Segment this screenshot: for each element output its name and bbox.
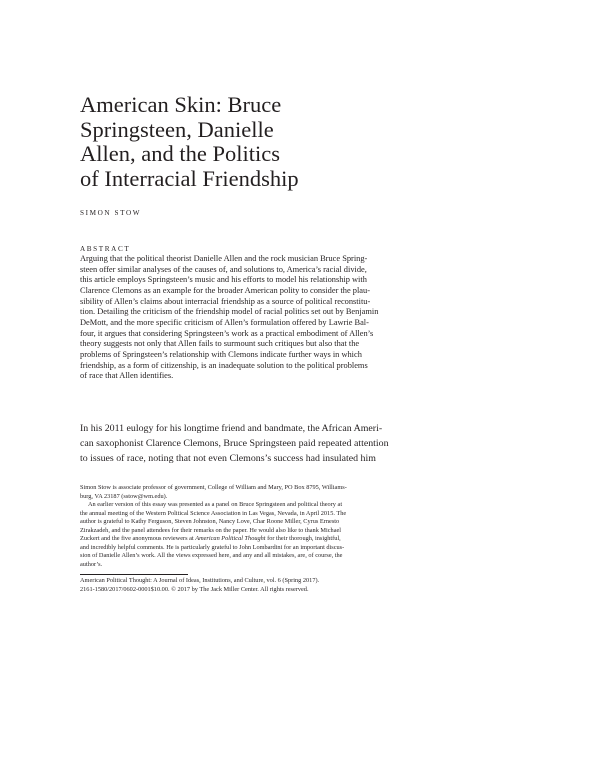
body-paragraph <box>80 421 524 466</box>
abstract-line: friendship, as a form of citizenship, is an inadequate solution to the political problems <box>80 360 368 370</box>
abstract-line: Arguing that the political theorist Danielle Allen and the rock musician Bruce Spring- <box>80 254 368 263</box>
body-line: to issues of race, noting that not even Clemons’s success had insulated him <box>80 453 376 465</box>
footnote-line: burg, VA 23187 (sstow@wm.edu). <box>80 492 168 500</box>
body-line: can saxophonist Clarence Clemons, Bruce Springsteen paid repeated attention <box>80 438 389 450</box>
author-footnote <box>80 484 524 569</box>
abstract-line: sibility of Allen’s claims about interracial friendship as a source of political reconstitu- <box>80 296 371 306</box>
title-line: Springsteen, Danielle <box>80 116 274 142</box>
footnote-line: author is grateful to Kathy Ferguson, Steven Johnston, Nancy Love, Char Roone Miller, Cyrus Ernesto <box>80 518 340 525</box>
citation-divider <box>80 574 188 575</box>
abstract-line: Clarence Clemons as an example for the broader American polity to consider the plau- <box>80 285 370 295</box>
article-title <box>80 93 410 191</box>
abstract-line: this article employs Springsteen’s music and his efforts to model his relationship with <box>80 275 367 285</box>
abstract-section <box>80 244 524 382</box>
footnote-line: the annual meeting of the Western Political Science Association in Las Vegas, Nevada, in April 2015. The <box>80 509 347 517</box>
abstract-heading: ABSTRACT <box>80 245 131 253</box>
title-line: of Interracial Friendship <box>80 165 299 191</box>
footnote-line: Simon Stow is associate professor of government, College of William and Mary, PO Box 8795, Williams- <box>80 484 347 491</box>
journal-name-italic: American Political Thought <box>195 535 266 542</box>
abstract-line: theory suggests not only that Allen fails to surmount such critiques but also that the <box>80 339 360 349</box>
citation-line: 2161-1580/2017/0602-0001$10.00. © 2017 by The Jack Miller Center. All rights reserved. <box>80 585 309 593</box>
footnote-line: An earlier version of this essay was presented as a panel on Bruce Springsteen and political theory at <box>88 501 343 508</box>
footnote-line: Zirakzadeh, and the panel attendees for their remarks on the paper. He would also like to thank Michael <box>80 526 342 534</box>
abstract-line: problems of Springsteen’s relationship with Clemons indicate further ways in which <box>80 349 362 359</box>
abstract-body <box>80 254 524 382</box>
footnote-line: and incredibly helpful comments. He is particularly grateful to John Lombardini for an important discus- <box>80 543 345 551</box>
title-line: American Skin: Bruce <box>80 92 282 117</box>
footnote-line: sion of Danielle Allen’s work. All the views expressed here, and any and all mistakes, are, of course, the <box>80 552 343 559</box>
journal-citation <box>80 577 524 594</box>
abstract-line: of race that Allen identifies. <box>80 371 174 381</box>
abstract-line: steen offer similar analyses of the causes of, and solutions to, America’s racial divide, <box>80 264 367 274</box>
footnote-line: Zuckert and the five anonymous reviewers at American Political Thought for their thorough, insightful, <box>80 535 341 542</box>
title-line: Allen, and the Politics <box>80 141 280 166</box>
body-line: In his 2011 eulogy for his longtime friend and bandmate, the African Ameri- <box>80 423 383 434</box>
author-name: SIMON STOW <box>80 209 142 217</box>
abstract-line: tion. Detailing the criticism of the friendship model of racial politics set out by Benjamin <box>80 307 379 317</box>
abstract-line: DeMott, and the more specific criticism of Allen’s formulation offered by Lawrie Bal- <box>80 317 369 327</box>
footnote-line: author’s. <box>80 560 103 568</box>
abstract-line: four, it argues that considering Springsteen’s work as a practical embodiment of Allen’s <box>80 328 374 338</box>
citation-line: American Political Thought: A Journal of Ideas, Institutions, and Culture, vol. 6 (Spring 2017). <box>80 577 320 584</box>
